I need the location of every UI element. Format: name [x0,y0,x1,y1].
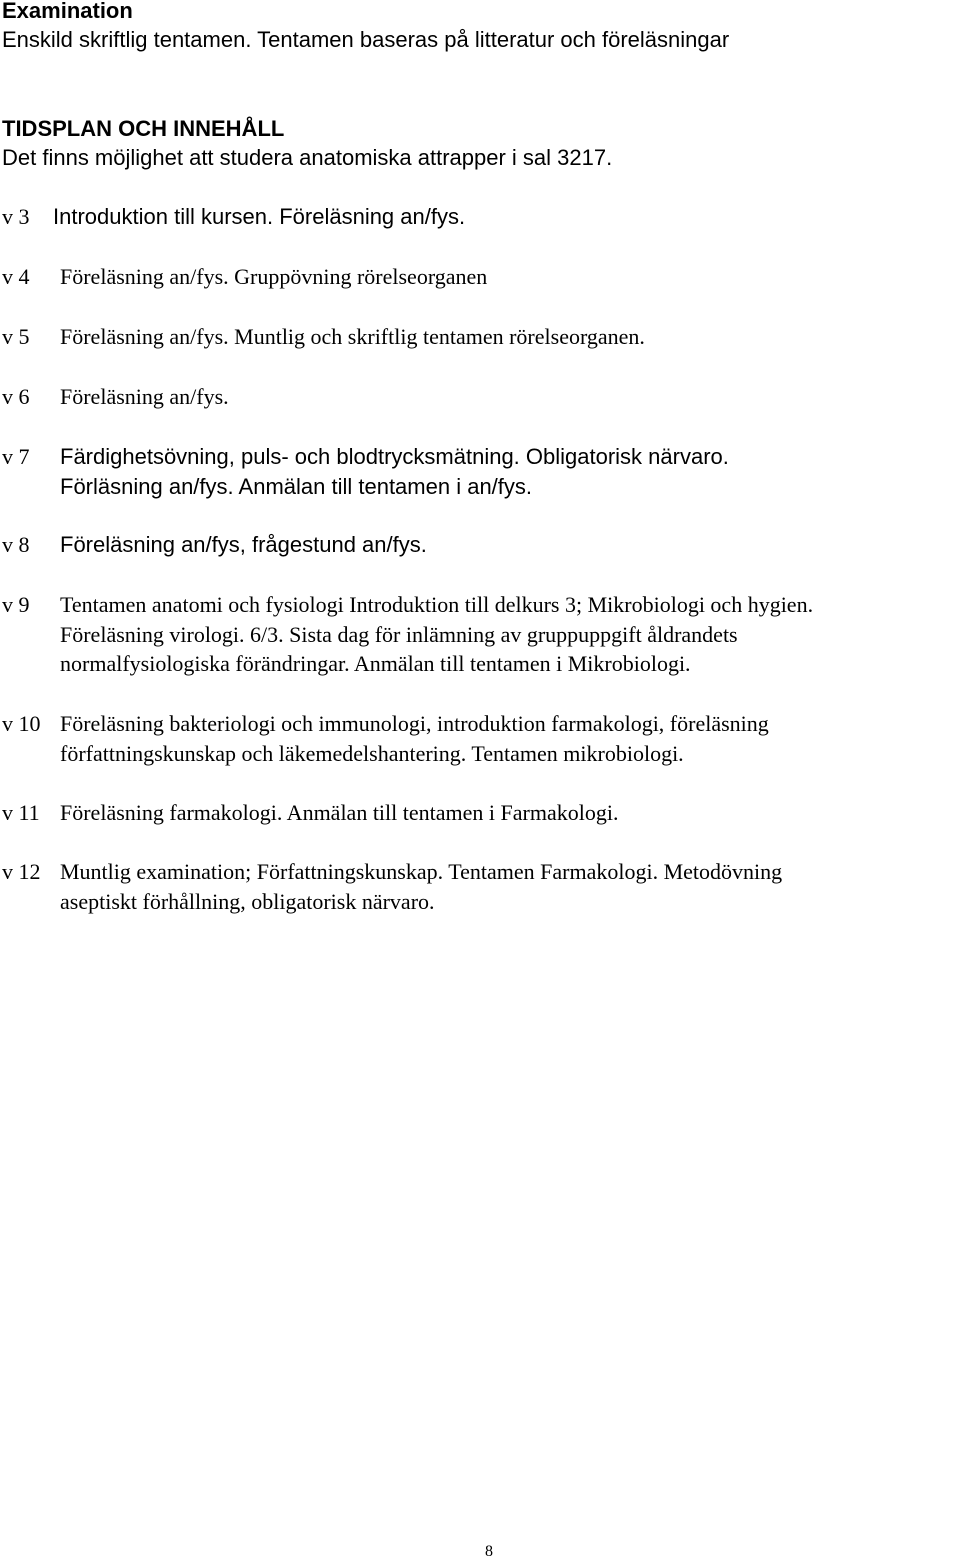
week-line: Föreläsning farmakologi. Anmälan till tentamen i Farmakologi. [60,800,619,825]
examination-heading: Examination [2,0,133,23]
week-content [60,798,955,828]
week-content [60,442,955,501]
week-line: Färdighetsövning, puls- och blodtrycksmätning. Obligatorisk närvaro. [60,444,729,469]
week-content [60,322,955,352]
week-line: Introduktion till kursen. Föreläsning an/fys. [53,204,466,229]
schedule-heading: TIDSPLAN OCH INNEHÅLL [2,116,285,141]
week-content [60,709,955,768]
week-content [60,590,955,679]
week-content [60,262,955,292]
week-content [60,530,955,560]
week-label: v 6 [2,384,30,409]
week-label: v 9 [2,592,30,617]
week-content [60,857,955,916]
week-label: v 7 [2,444,30,469]
week-content [53,202,948,232]
week-line: Föreläsning an/fys. Gruppövning rörelseorganen [60,264,488,289]
week-label: v 12 [2,859,41,884]
week-line: Föreläsning virologi. 6/3. Sista dag för inlämning av gruppuppgift åldrandets [60,621,738,647]
week-line: Föreläsning an/fys. Muntlig och skriftlig tentamen rörelseorganen. [60,324,645,349]
week-line: normalfysiologiska förändringar. Anmälan till tentamen i Mikrobiologi. [60,651,691,676]
week-line: författningskunskap och läkemedelshantering. Tentamen mikrobiologi. [60,740,684,766]
week-label: v 3 [2,204,30,229]
week-line: Föreläsning an/fys. [60,384,229,409]
week-label: v 4 [2,264,30,289]
week-label: v 10 [2,711,41,736]
schedule-intro: Det finns möjlighet att studera anatomiska attrapper i sal 3217. [2,145,613,170]
week-content [60,382,955,412]
week-line: Tentamen anatomi och fysiologi Introduktion till delkurs 3; Mikrobiologi och hygien. [60,592,814,617]
page-number: 8 [485,1543,493,1560]
week-label: v 5 [2,324,30,349]
week-label: v 11 [2,800,40,825]
week-line: Föreläsning bakteriologi och immunologi, introduktion farmakologi, föreläsning [60,711,769,736]
week-line: Muntlig examination; Författningskunskap. Tentamen Farmakologi. Metodövning [60,859,783,884]
week-line: Förläsning an/fys. Anmälan till tentamen i an/fys. [60,473,533,499]
week-line: aseptiskt förhållning, obligatorisk närvaro. [60,888,435,914]
week-line: Föreläsning an/fys, frågestund an/fys. [60,532,427,557]
week-label: v 8 [2,532,30,557]
examination-text: Enskild skriftlig tentamen. Tentamen baseras på litteratur och föreläsningar [2,27,730,52]
